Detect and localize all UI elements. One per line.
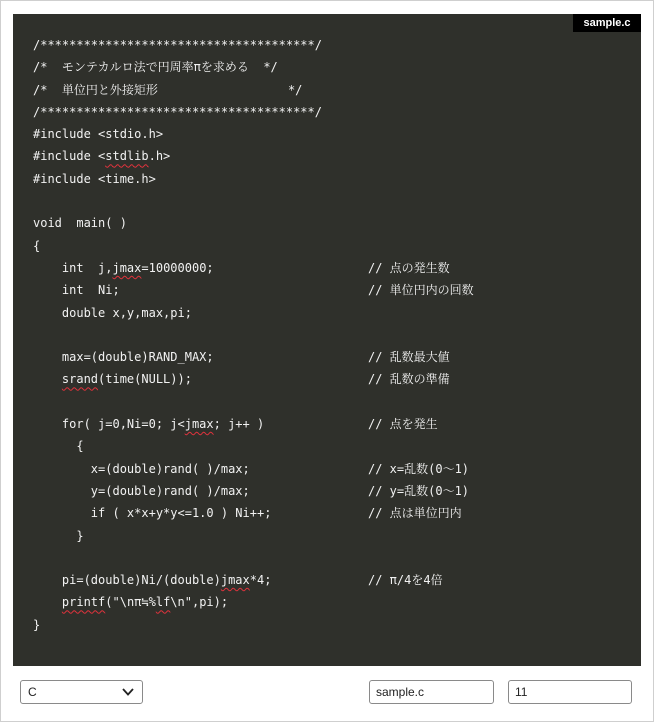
code-text: #include <time.h> bbox=[33, 171, 156, 186]
language-select-value: C bbox=[28, 685, 37, 699]
code-text: /**************************************/ bbox=[33, 104, 322, 119]
code-text: int Ni; bbox=[33, 283, 120, 298]
filename-input[interactable] bbox=[369, 680, 494, 704]
spellcheck-underline: printf bbox=[61, 595, 106, 610]
spellcheck-underline: lf bbox=[155, 595, 171, 610]
code-comment: // 乱数の準備 bbox=[368, 372, 450, 387]
code-text: } bbox=[33, 617, 41, 632]
code-text: #include <stdlib.h> bbox=[33, 149, 171, 164]
code-comment: // y=乱数(0～1) bbox=[368, 483, 470, 498]
code-comment: // 乱数最大値 bbox=[368, 350, 450, 365]
code-comment: // 点は単位円内 bbox=[368, 506, 462, 521]
code-text: for( j=0,Ni=0; j<jmax; j++ ) bbox=[33, 417, 265, 432]
bottom-toolbar bbox=[1, 666, 653, 721]
code-text: max=(double)RAND_MAX; bbox=[33, 350, 214, 365]
number-input[interactable] bbox=[508, 680, 632, 704]
code-comment: // 点の発生数 bbox=[368, 260, 450, 275]
code-comment: // x=乱数(0～1) bbox=[368, 461, 470, 476]
chevron-down-icon bbox=[122, 687, 134, 697]
code-text: y=(double)rand( )/max; bbox=[33, 483, 250, 498]
code-text: printf("\nπ≒%lf\n",pi); bbox=[61, 595, 229, 610]
code-text: /**************************************/ bbox=[33, 38, 322, 52]
code-comment: // π/4を4倍 bbox=[368, 573, 443, 588]
spellcheck-underline: jmax bbox=[184, 417, 214, 432]
code-text: double x,y,max,pi; bbox=[33, 305, 192, 320]
code-text: { bbox=[33, 439, 84, 454]
code-panel[interactable] bbox=[13, 14, 641, 666]
spellcheck-underline: jmax bbox=[220, 573, 250, 588]
code-text: void main( ) bbox=[33, 216, 127, 231]
file-name-tag: sample.c bbox=[573, 14, 641, 32]
code-comment: // 点を発生 bbox=[368, 417, 438, 432]
code-text: { bbox=[33, 238, 41, 253]
code-text: srand(time(NULL)); bbox=[61, 372, 192, 387]
code-text: x=(double)rand( )/max; bbox=[33, 461, 250, 476]
code-text: } bbox=[33, 528, 84, 543]
spellcheck-underline: stdlib bbox=[105, 149, 149, 164]
code-text: /* モンテカルロ法で円周率πを求める */ bbox=[33, 60, 278, 75]
code-text: pi=(double)Ni/(double)jmax*4; bbox=[33, 573, 272, 588]
spellcheck-underline: srand bbox=[61, 372, 99, 387]
code-comment: // 単位円内の回数 bbox=[368, 283, 474, 298]
spellcheck-underline: jmax bbox=[112, 260, 142, 275]
code-text: /* 単位円と外接矩形 */ bbox=[33, 82, 303, 97]
language-select[interactable] bbox=[20, 680, 143, 704]
code-text: int j,jmax=10000000; bbox=[33, 260, 214, 275]
code-text: #include <stdio.h> bbox=[33, 127, 164, 142]
code-text: if ( x*x+y*y<=1.0 ) Ni++; bbox=[33, 506, 272, 521]
